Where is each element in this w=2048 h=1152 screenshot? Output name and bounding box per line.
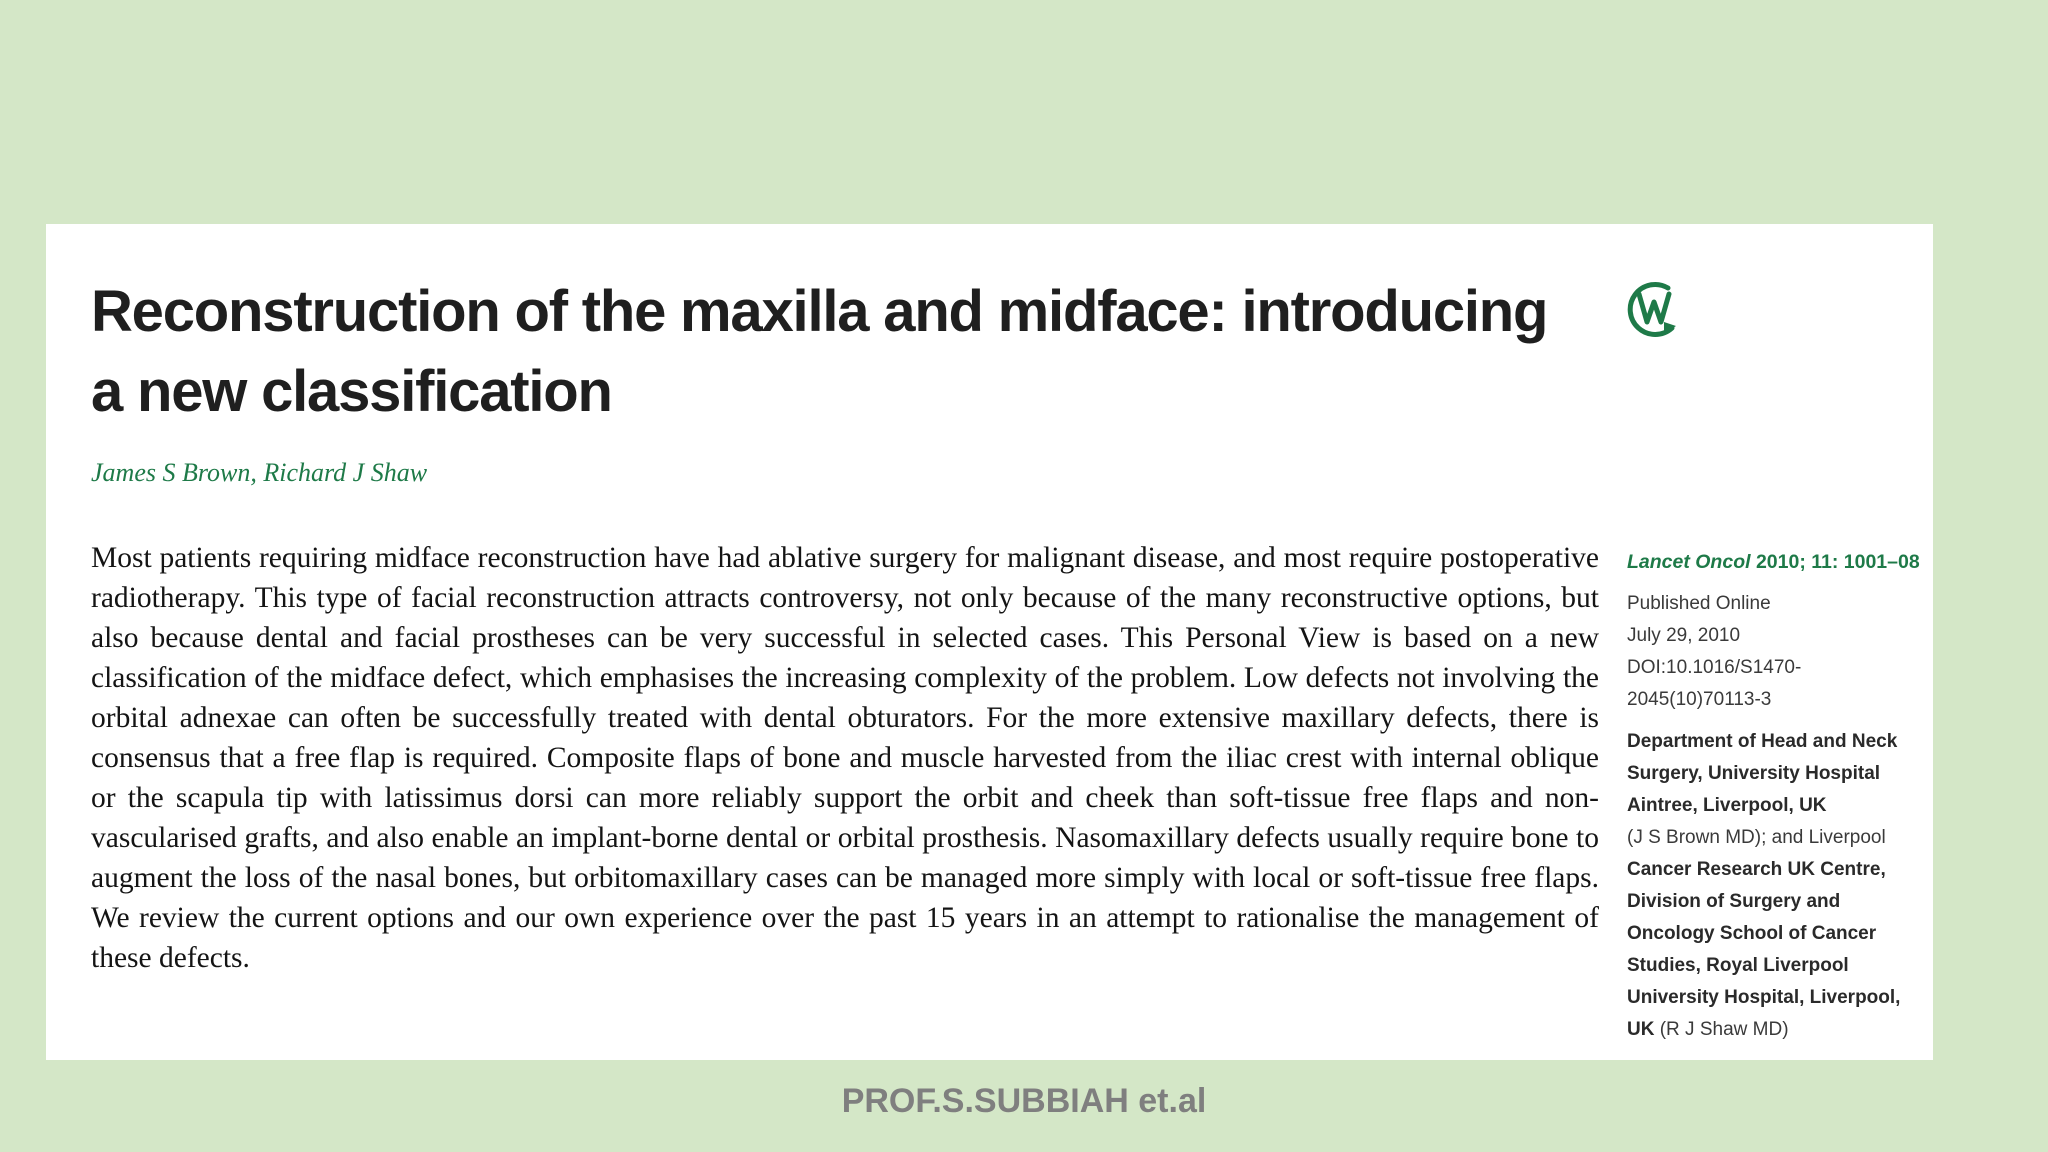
abstract-line: loss of the nasal bones, but orbitomaxillary cases can be managed more simply with local or soft-tissue free flaps. bbox=[244, 862, 1600, 894]
affiliation-line: Aintree, Liverpool, UK bbox=[1627, 795, 1827, 816]
abstract-line: of the problem. Low defects not involving the orbital adnexae can often be successfully treated with dental bbox=[91, 662, 1599, 734]
abstract-line: flaps of bone and muscle harvested from the iliac crest with internal oblique or the scapula tip with latissimus bbox=[91, 742, 1600, 814]
abstract-line: Personal View is based on a new classification of the midface defect, which emphasises the increasing complexity bbox=[91, 622, 1600, 694]
journal-name: Lancet Oncol bbox=[1627, 551, 1751, 573]
affiliation-line: Oncology School of Cancer bbox=[1627, 923, 1877, 944]
published-date: July 29, 2010 bbox=[1627, 625, 1741, 646]
doi-line-1: DOI:10.1016/S1470- bbox=[1627, 657, 1802, 678]
authors: James S Brown, Richard J Shaw bbox=[91, 458, 428, 487]
abstract-line: enable an implant-borne dental or orbital prosthesis. Nasomaxillary defects usually require bone to augment the bbox=[91, 822, 1599, 894]
abstract-line: obturators. For the more extensive maxillary defects, there is consensus that a free flap is required. Composite bbox=[91, 702, 1600, 774]
affiliation-country: UK bbox=[1627, 1019, 1655, 1040]
sidebar-metadata bbox=[1627, 546, 1927, 1046]
slide-footer: PROF.S.SUBBIAH et.al bbox=[841, 1082, 1207, 1120]
abstract-line: Most patients requiring midface reconstruction have had ablative surgery for malignant disease, and most require bbox=[91, 542, 1433, 574]
affiliation-line: University Hospital, Liverpool, bbox=[1627, 987, 1901, 1008]
affiliation-line: Department of Head and Neck bbox=[1627, 731, 1898, 752]
affiliation-person: (R J Shaw MD) bbox=[1659, 1019, 1789, 1040]
doi-line-2: 2045(10)70113-3 bbox=[1627, 689, 1772, 710]
paper-excerpt bbox=[46, 224, 1933, 1060]
affiliation-line: Cancer Research UK Centre, bbox=[1627, 859, 1886, 880]
affiliation-line: Studies, Royal Liverpool bbox=[1627, 955, 1849, 976]
citation bbox=[1627, 546, 1927, 578]
affiliation-person: (J S Brown MD); and Liverpool bbox=[1627, 827, 1886, 848]
abstract-line: dorsi can more reliably support the orbit and cheek than soft-tissue free flaps and non-vascularised grafts, and also bbox=[91, 782, 1599, 854]
abstract bbox=[91, 538, 1599, 978]
title-line-1: Reconstruction of the maxilla and midface: introducing bbox=[91, 279, 1548, 344]
affiliation-line: Division of Surgery and bbox=[1627, 891, 1841, 912]
abstract-line: reconstructive options, but also because dental and facial prostheses can be very successful in selected cases. This bbox=[91, 582, 1599, 654]
abstract-line: We review the current options and our own experience over the past 15 years in an attempt to rationalise the bbox=[91, 902, 1405, 934]
paper-title bbox=[91, 272, 1548, 432]
abstract-line: postoperative radiotherapy. This type of facial reconstruction attracts controversy, not only because of the many bbox=[91, 542, 1600, 614]
w-circle-logo-icon bbox=[1624, 276, 1684, 342]
published-label: Published Online bbox=[1627, 593, 1771, 614]
affiliation-line: Surgery, University Hospital bbox=[1627, 763, 1881, 784]
title-line-2: a new classification bbox=[91, 359, 612, 424]
publication-info bbox=[1627, 588, 1927, 716]
citation-details: 2010; 11: 1001–08 bbox=[1755, 551, 1920, 573]
affiliation-last-line bbox=[1627, 1014, 1927, 1046]
abstract-line: management of these defects. bbox=[91, 902, 1599, 974]
affiliations bbox=[1627, 726, 1927, 1046]
